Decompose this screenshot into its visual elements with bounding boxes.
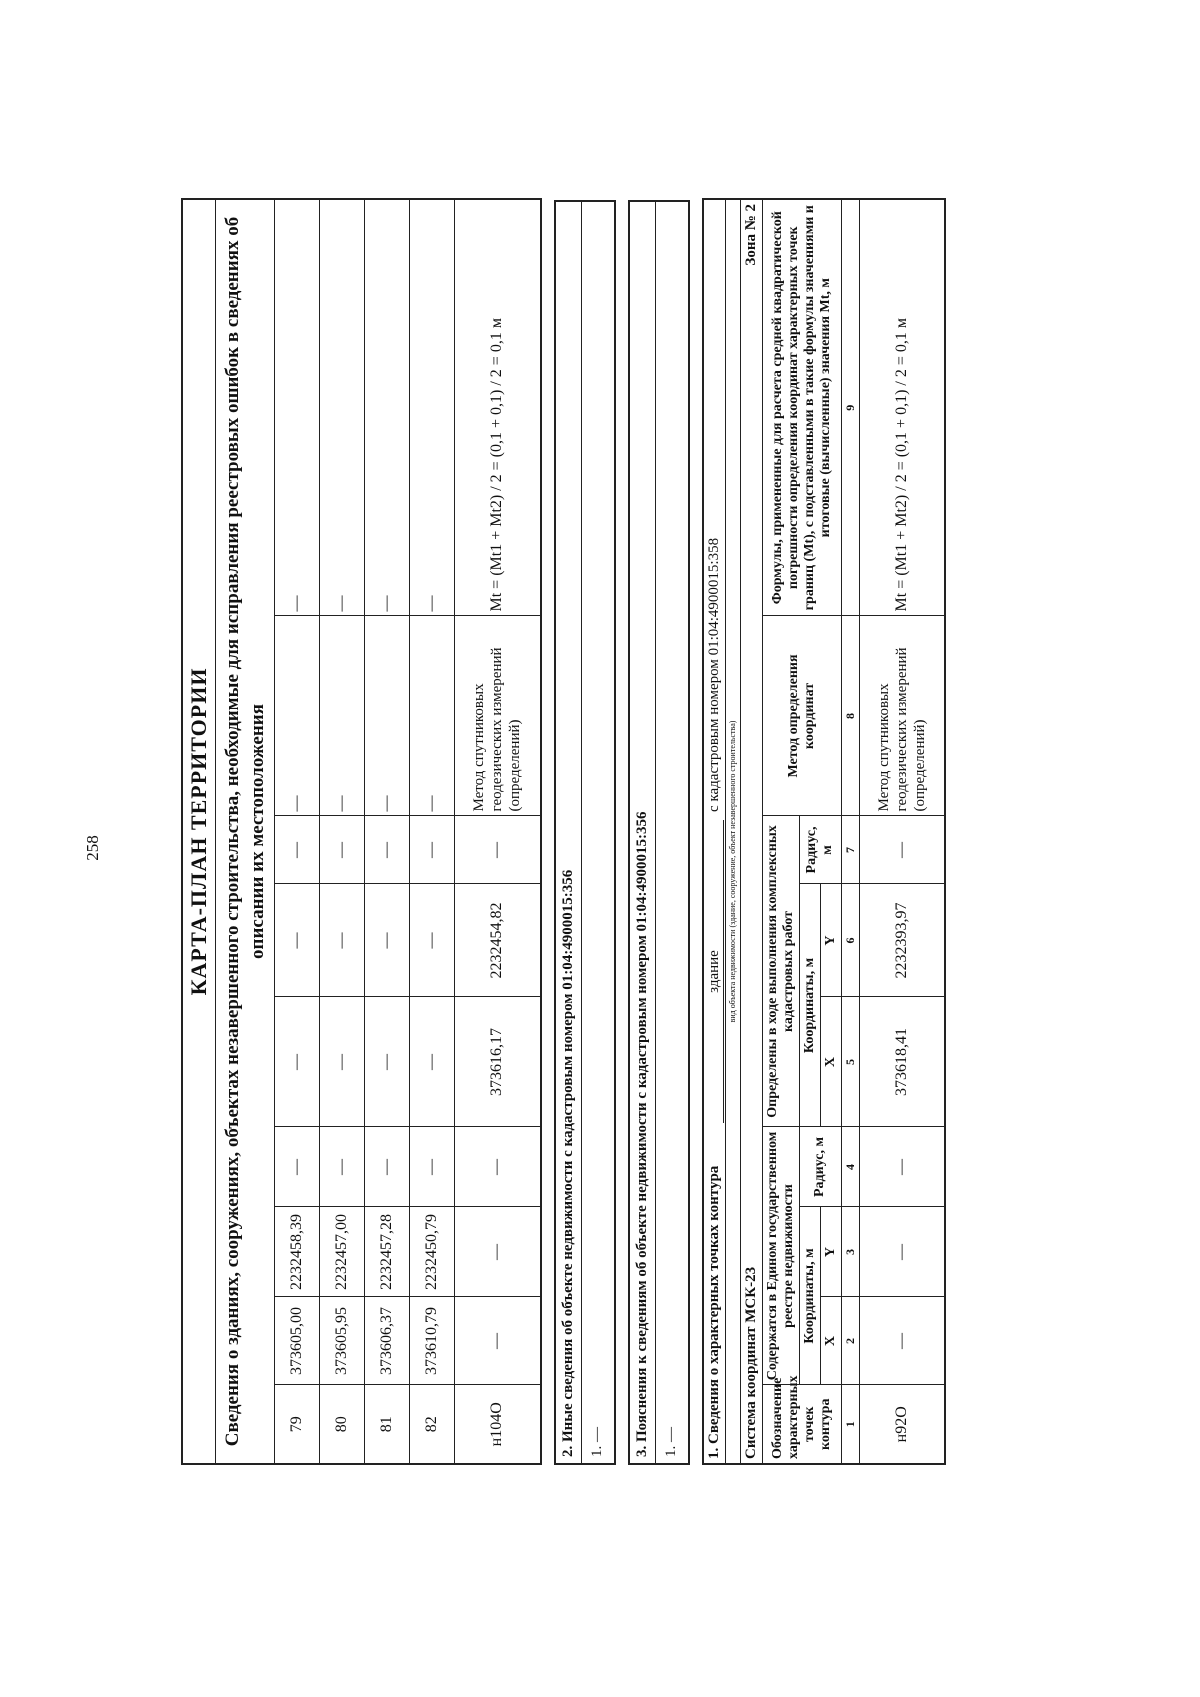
point-x2: — — [365, 997, 410, 1127]
point-x2: — — [410, 997, 455, 1127]
point-r: — — [410, 1127, 455, 1207]
point-r2: — — [275, 816, 320, 884]
section-2 — [554, 200, 616, 1465]
point-y2: 2232454,82 — [455, 884, 541, 997]
section-2-title: 2. Иные сведения об объекте недвижимости с кадастровым номером 01:04:4900015:356 — [555, 201, 582, 1464]
point-y2: 2232393,97 — [859, 884, 945, 997]
point-method: — — [275, 616, 320, 816]
column-number: 7 — [841, 816, 859, 884]
point-r: — — [365, 1127, 410, 1207]
table-row — [859, 199, 945, 1464]
point-id: н104О — [455, 1385, 541, 1464]
header-coords: Координаты, м — [799, 1207, 820, 1385]
header-formula: Формулы, примененные для расчета средней квадратической погрешности определения координат характерных точек границ (Mt), с подставленными в такие формулы значениями и итоговые (вычисленные) значения Mt, м — [762, 199, 841, 616]
point-x: 373605,95 — [320, 1297, 365, 1385]
point-r2: — — [320, 816, 365, 884]
point-r: — — [275, 1127, 320, 1207]
point-method: — — [320, 616, 365, 816]
point-formula: Mt = (Mt1 + Mt2) / 2 = (0,1 + 0,1) / 2 = 0,1 м — [859, 199, 945, 616]
point-x2: — — [275, 997, 320, 1127]
point-y: 2232457,28 — [365, 1207, 410, 1297]
point-r2: — — [410, 816, 455, 884]
header-point: Обозначение характерных точек контура — [762, 1385, 841, 1464]
point-method: — — [410, 616, 455, 816]
table-row — [455, 199, 541, 1464]
point-y: 2232457,00 — [320, 1207, 365, 1297]
object-type-caption: вид объекта недвижимости (здание, сооружение, объект незавершенного строительства) — [725, 616, 740, 1127]
rotated-sheet — [181, 200, 1064, 1465]
page-title: КАРТА-ПЛАН ТЕРРИТОРИИ — [182, 199, 216, 1464]
header-radius: Радиус, м — [799, 816, 841, 884]
point-id: 79 — [275, 1385, 320, 1464]
points-table — [181, 198, 542, 1465]
column-number: 9 — [841, 199, 859, 616]
point-formula: — — [410, 199, 455, 616]
point-y: — — [859, 1207, 945, 1297]
header-y: Y — [820, 1207, 841, 1297]
point-x2: — — [320, 997, 365, 1127]
column-number: 2 — [841, 1297, 859, 1385]
point-method: Метод спутниковых геодезических измерений (определений) — [859, 616, 945, 816]
header-egrn: Содержатся в Едином государственном реестре недвижимости — [762, 1127, 799, 1385]
table-row — [320, 199, 365, 1464]
point-r: — — [859, 1127, 945, 1207]
point-x: — — [859, 1297, 945, 1385]
point-method: — — [365, 616, 410, 816]
header-x: X — [820, 997, 841, 1127]
point-formula: — — [275, 199, 320, 616]
column-numbers — [841, 199, 859, 1464]
header-coords: Координаты, м — [799, 884, 820, 1127]
point-r2: — — [859, 816, 945, 884]
cadastral-number: с кадастровым номером 01:04:4900015:358 — [703, 199, 726, 816]
point-r2: — — [455, 816, 541, 884]
coord-system: Система координат МСК-23 — [740, 997, 762, 1464]
point-y2: — — [410, 884, 455, 997]
point-r: — — [455, 1127, 541, 1207]
point-y: — — [455, 1207, 541, 1297]
point-formula: — — [365, 199, 410, 616]
point-x: — — [455, 1297, 541, 1385]
point-x2: 373618,41 — [859, 997, 945, 1127]
point-x2: 373616,17 — [455, 997, 541, 1127]
point-y: 2232458,39 — [275, 1207, 320, 1297]
table-row — [410, 199, 455, 1464]
zone: Зона № 2 — [740, 199, 762, 997]
point-x: 373605,00 — [275, 1297, 320, 1385]
header-determined: Определены в ходе выполнения комплексных кадастровых работ — [762, 816, 799, 1127]
point-r2: — — [365, 816, 410, 884]
section-3-title: 3. Пояснения к сведениям об объекте недвижимости с кадастровым номером 01:04:4900015:356 — [629, 201, 656, 1464]
header-x: X — [820, 1297, 841, 1385]
point-y2: — — [320, 884, 365, 997]
point-x: 373610,79 — [410, 1297, 455, 1385]
header-radius: Радиус, м — [799, 1127, 841, 1207]
point-id: 80 — [320, 1385, 365, 1464]
header-y: Y — [820, 884, 841, 997]
column-number: 8 — [841, 616, 859, 816]
contour-section-title: 1. Сведения о характерных точках контура — [703, 1127, 726, 1464]
table-row — [365, 199, 410, 1464]
column-number: 1 — [841, 1385, 859, 1464]
point-formula: Mt = (Mt1 + Mt2) / 2 = (0,1 + 0,1) / 2 = 0,1 м — [455, 199, 541, 616]
column-number: 3 — [841, 1207, 859, 1297]
object-type: здание — [706, 820, 724, 1123]
column-number: 5 — [841, 997, 859, 1127]
page-number: 258 — [82, 835, 102, 861]
column-number: 4 — [841, 1127, 859, 1207]
contour-table — [702, 198, 947, 1465]
point-y2: — — [365, 884, 410, 997]
point-y2: — — [275, 884, 320, 997]
point-r: — — [320, 1127, 365, 1207]
table-row — [275, 199, 320, 1464]
section-3-item: 1. — — [655, 201, 689, 1464]
point-id: 81 — [365, 1385, 410, 1464]
page-subtitle: Сведения о зданиях, сооружениях, объектах незавершенного строительства, необходимые для исправления реестровых ошибок в сведениях об описании их местоположения — [216, 199, 275, 1464]
header-method: Метод определения координат — [762, 616, 841, 816]
section-2-item: 1. — — [581, 201, 615, 1464]
column-number: 6 — [841, 884, 859, 997]
point-id: 82 — [410, 1385, 455, 1464]
section-3 — [628, 200, 690, 1465]
point-y: 2232450,79 — [410, 1207, 455, 1297]
point-id: н92О — [859, 1385, 945, 1464]
point-x: 373606,37 — [365, 1297, 410, 1385]
point-method: Метод спутниковых геодезических измерений (определений) — [455, 616, 541, 816]
point-formula: — — [320, 199, 365, 616]
